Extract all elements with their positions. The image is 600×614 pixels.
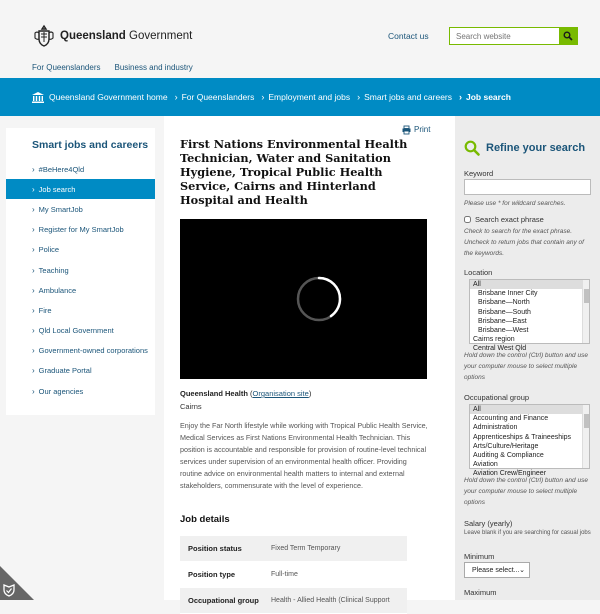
occupational-group-hint: Hold down the control (Ctrl) button and use your computer mouse to select multiple options xyxy=(464,477,588,506)
occupational-group-label: Occupational group xyxy=(464,393,530,402)
scrollbar-thumb[interactable] xyxy=(584,414,589,428)
breadcrumb-home[interactable] xyxy=(32,92,168,103)
site-search xyxy=(449,27,578,45)
nav-for-queenslanders[interactable]: For Queenslanders xyxy=(32,63,101,72)
logo-text: Queensland Government xyxy=(60,30,193,42)
chevron-right-icon: › xyxy=(32,346,35,356)
breadcrumb-label: Queensland Government home xyxy=(49,92,168,102)
list-item[interactable]: All xyxy=(470,405,589,414)
qld-government-logo[interactable] xyxy=(32,24,192,48)
organisation-site-link[interactable]: Organisation site xyxy=(252,389,309,398)
sidebar-item-job-search[interactable] xyxy=(6,179,155,199)
refine-heading xyxy=(464,140,585,156)
breadcrumb-label: Employment and jobs xyxy=(268,92,351,102)
sidebar-item-label: Ambulance xyxy=(38,285,77,295)
job-location: Cairns xyxy=(180,402,202,411)
list-item[interactable]: Cairns region xyxy=(473,336,515,344)
keyword-label: Keyword xyxy=(464,169,494,178)
detail-key: Occupational group xyxy=(188,596,259,605)
sidebar-item-teaching[interactable] xyxy=(6,260,155,280)
detail-key: Position type xyxy=(188,570,236,579)
sidebar-item-label: Job search xyxy=(38,184,76,194)
sidebar-item-graduate-portal[interactable] xyxy=(6,361,155,381)
chevron-right-icon: › xyxy=(32,245,35,255)
sidebar-item-local-government[interactable] xyxy=(6,321,155,341)
contact-us-link[interactable]: Contact us xyxy=(388,31,429,41)
detail-value: Full-time xyxy=(271,571,298,578)
sidebar-item-label: Qld Local Government xyxy=(38,326,114,336)
printer-icon xyxy=(402,126,411,134)
chevron-right-icon: › xyxy=(32,305,35,315)
sidebar-item-register[interactable] xyxy=(6,220,155,240)
maximum-salary-label: Maximum xyxy=(464,588,497,597)
sidebar-item-fire[interactable] xyxy=(6,300,155,320)
chevron-right-icon: › xyxy=(32,225,35,235)
scrollbar-thumb[interactable] xyxy=(584,289,589,303)
sidebar-item-label: Government-owned corporations xyxy=(38,346,148,356)
list-item[interactable]: Central West Qld xyxy=(473,345,527,353)
list-item[interactable]: Brisbane—North xyxy=(478,299,530,307)
chevron-right-icon: › xyxy=(32,204,35,214)
minimum-salary-label: Minimum xyxy=(464,552,495,561)
list-item[interactable]: Apprenticeships & Traineeships xyxy=(473,433,572,441)
print-label: Print xyxy=(414,125,431,134)
exact-phrase-hint: Check to search for the exact phrase. Uncheck to return jobs that contain any of the keywords. xyxy=(464,228,584,257)
job-content xyxy=(164,116,455,605)
exact-phrase-checkbox[interactable] xyxy=(464,216,471,223)
employer: Queensland Health (Organisation site) xyxy=(180,389,312,398)
sidebar-item-label: Police xyxy=(38,245,60,255)
page-title: First Nations Environmental Health Technician, Water and Sanitation Hygiene, Tropical Public Health Service, Cairns and Hinterland Hospital and Health xyxy=(180,137,408,207)
chevron-right-icon: › xyxy=(459,92,462,102)
breadcrumb-smart-jobs[interactable] xyxy=(350,92,452,102)
search-icon xyxy=(563,31,573,41)
search-input[interactable] xyxy=(450,28,559,44)
list-item[interactable]: Auditing & Compliance xyxy=(473,451,544,459)
exact-phrase-option xyxy=(464,215,544,224)
sidebar-item-goc[interactable] xyxy=(6,341,155,361)
keyword-hint: Please use * for wildcard searches. xyxy=(464,200,566,207)
breadcrumb-label: Job search xyxy=(466,92,511,102)
list-item[interactable]: All xyxy=(470,280,589,289)
list-item[interactable]: Brisbane—West xyxy=(478,326,529,334)
location-select[interactable] xyxy=(469,279,590,353)
list-item[interactable]: Administration xyxy=(473,424,518,432)
sidebar-item-my-smartjob[interactable] xyxy=(6,199,155,219)
print-link[interactable] xyxy=(402,125,430,134)
detail-key: Position status xyxy=(188,544,242,553)
government-building-icon xyxy=(32,92,44,103)
detail-value: Health - Allied Health (Clinical Support xyxy=(271,597,390,604)
chevron-right-icon: › xyxy=(32,326,35,336)
list-item[interactable]: Accounting and Finance xyxy=(473,415,549,423)
list-item[interactable]: Brisbane—East xyxy=(478,317,527,325)
detail-value: Fixed Term Temporary xyxy=(271,545,341,552)
sidebar-item-label: #BeHere4Qld xyxy=(38,164,85,174)
sidebar-item-police[interactable] xyxy=(6,240,155,260)
section-nav xyxy=(6,128,155,415)
salary-hint: Leave blank if you are searching for casual jobs xyxy=(464,530,591,536)
chevron-right-icon: › xyxy=(32,366,35,376)
location-hint: Hold down the control (Ctrl) button and use your computer mouse to select multiple options xyxy=(464,352,588,381)
list-item[interactable]: Brisbane—South xyxy=(478,308,531,316)
minimum-salary-value: Please select... xyxy=(472,566,520,574)
occupational-group-select[interactable] xyxy=(469,404,590,478)
location-label: Location xyxy=(464,268,493,277)
minimum-salary-select[interactable] xyxy=(464,562,530,578)
chevron-right-icon: › xyxy=(357,92,361,102)
salary-label: Salary (yearly) xyxy=(464,519,513,528)
table-row xyxy=(180,588,407,614)
list-item[interactable]: Aviation Crew/Engineer xyxy=(473,470,547,478)
top-nav xyxy=(32,63,193,72)
chevron-right-icon: › xyxy=(32,265,35,275)
section-nav-title[interactable]: Smart jobs and careers xyxy=(32,139,149,151)
chevron-right-icon: › xyxy=(32,184,35,194)
breadcrumb-for-queenslanders[interactable] xyxy=(168,92,255,102)
section-nav-list xyxy=(6,159,155,401)
sidebar-item-label: My SmartJob xyxy=(38,204,83,214)
sidebar-item-label: Fire xyxy=(38,305,52,315)
table-row xyxy=(180,562,407,588)
sidebar-item-our-agencies[interactable] xyxy=(6,381,155,401)
scrollbar[interactable] xyxy=(582,280,589,343)
privacy-shield-icon[interactable] xyxy=(0,566,34,600)
job-description: Enjoy the Far North lifestyle while working with Tropical Public Health Service, Medical Services as First Nations Environmental Health Technician. This position is accountable and responsible for provision of routine-level technical services under supervision of an environmental health officer. Providing routine advice on environmental health matters to internal and external stakeholders, commensurate with the level of experience. xyxy=(180,421,428,491)
table-row xyxy=(180,536,407,562)
chevron-right-icon: › xyxy=(32,285,35,295)
chevron-right-icon: › xyxy=(32,386,35,396)
coat-of-arms-icon xyxy=(32,24,56,48)
breadcrumb-label: For Queenslanders xyxy=(181,92,255,102)
scrollbar[interactable] xyxy=(582,405,589,468)
keyword-input[interactable] xyxy=(464,179,591,195)
sidebar-item-label: Graduate Portal xyxy=(38,366,92,376)
nav-business-and-industry[interactable]: Business and industry xyxy=(114,63,193,72)
search-button[interactable] xyxy=(559,28,577,44)
chevron-right-icon: › xyxy=(32,164,35,174)
sidebar-item-label: Teaching xyxy=(38,265,69,275)
refine-search-panel xyxy=(455,116,600,600)
site-header xyxy=(0,0,600,78)
sidebar-item-ambulance[interactable] xyxy=(6,280,155,300)
job-details-heading: Job details xyxy=(180,514,230,525)
sidebar-item-label: Register for My SmartJob xyxy=(38,225,124,235)
employer-name: Queensland Health xyxy=(180,389,248,398)
loading-spinner-icon xyxy=(295,275,343,323)
chevron-right-icon: › xyxy=(174,92,178,102)
refine-title: Refine your search xyxy=(486,142,586,154)
search-icon xyxy=(464,140,480,156)
chevron-down-icon: ⌄ xyxy=(519,567,525,574)
sidebar-item-label: Our agencies xyxy=(38,386,84,396)
exact-phrase-label: Search exact phrase xyxy=(475,215,544,224)
breadcrumb xyxy=(0,78,600,116)
chevron-right-icon: › xyxy=(261,92,265,102)
breadcrumb-employment-and-jobs[interactable] xyxy=(254,92,350,102)
job-details-table xyxy=(180,536,407,614)
list-item[interactable]: Aviation xyxy=(473,461,498,469)
breadcrumb-label: Smart jobs and careers xyxy=(364,92,452,102)
list-item[interactable]: Arts/Culture/Heritage xyxy=(473,442,539,450)
sidebar-item-behere4qld[interactable] xyxy=(6,159,155,179)
video-player[interactable] xyxy=(180,219,427,379)
breadcrumb-current xyxy=(452,92,511,102)
list-item[interactable]: Brisbane Inner City xyxy=(478,290,538,298)
